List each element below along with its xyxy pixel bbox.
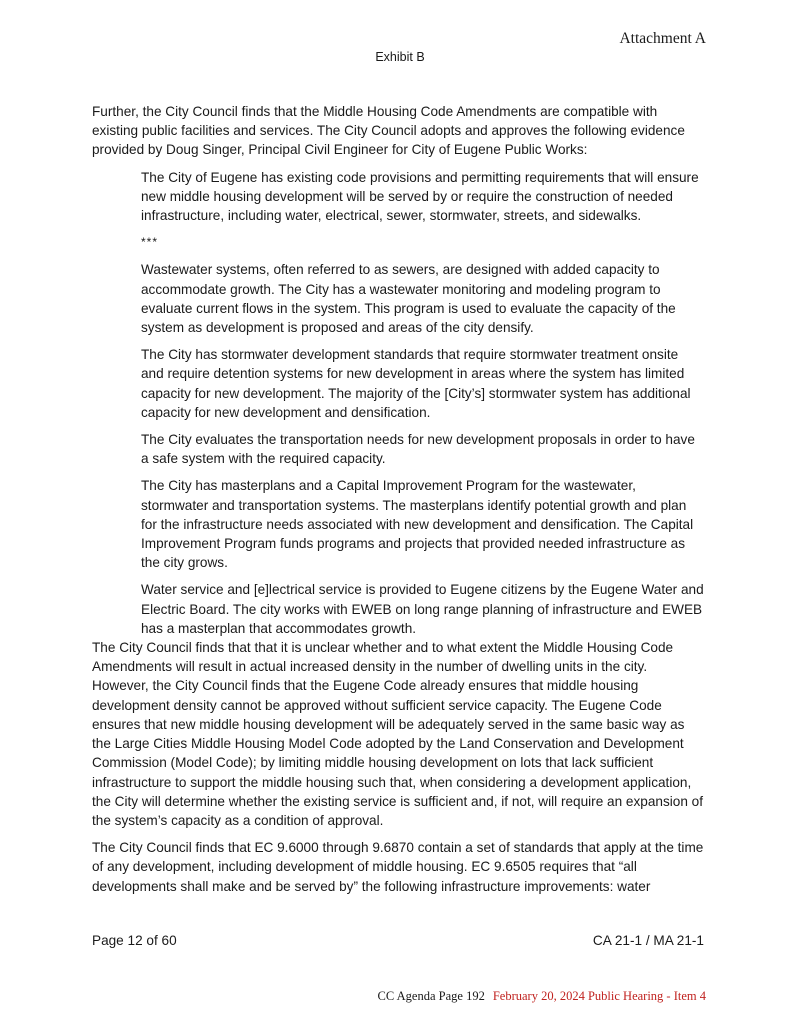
standards-paragraph: The City Council finds that EC 9.6000 through 9.6870 contain a set of standards that apply at the time of any development, including development of middle housing. EC 9.6505 requires that “all developments shall make and be served by” the following infrastructure improvements: water [92, 840, 704, 894]
findings-paragraph: The City Council finds that that it is unclear whether and to what extent the Middle Housing Code Amendments will result in actual increased density in the number of dwelling units in the city. However, the City Council finds that the Eugene Code already ensures that middle housing development density cannot be approved without sufficient service capacity. The Eugene Code ensures that new middle housing development will be adequately served in the same basic way as the Large Cities Middle Housing Model Code adopted by the Land Conservation and Development Commission (Model Code); by limiting middle housing development on lots that lack sufficient infrastructure to support the middle housing such that, when considering a development application, the City will determine whether the existing service is sufficient and, if not, will require an expansion of the system’s capacity as a condition of approval. [92, 640, 704, 828]
hearing-label: February 20, 2024 Public Hearing - Item 4 [492, 989, 706, 1003]
block-quote [141, 168, 704, 638]
page-number: Page 12 of 60 [92, 933, 177, 948]
quote-paragraph-6: Water service and [e]lectrical service is provided to Eugene citizens by the Eugene Water and Electric Board. The city works with EWEB on long range planning of infrastructure and EWEB has a masterplan that accommodates growth. [141, 582, 704, 636]
document-body [92, 102, 704, 904]
quote-paragraph-1: The City of Eugene has existing code provisions and permitting requirements that will ensure new middle housing development will be served by or require the construction of needed infrastructure, including water, electrical, sewer, stormwater, streets, and sidewalks. [141, 169, 699, 224]
quote-paragraph-3: The City has stormwater development standards that require stormwater treatment onsite and require detention systems for new development in areas where the system has limited capacity for new development. The majority of the [City’s] stormwater system has additional capacity for new development and densification. [141, 347, 691, 420]
quote-ellipsis: *** [141, 235, 159, 250]
quote-paragraph-5: The City has masterplans and a Capital Improvement Program for the wastewater, stormwater and transportation systems. The masterplans identify potential growth and plan for the infrastructure needs associated with new development and densification. The Capital Improvement Program funds programs and projects that provided needed infrastructure as the city grows. [141, 478, 694, 571]
quote-paragraph-4: The City evaluates the transportation needs for new development proposals in order to have a safe system with the required capacity. [141, 432, 695, 467]
exhibit-label: Exhibit B [375, 50, 425, 64]
attachment-label: Attachment A [619, 30, 706, 47]
agenda-page: CC Agenda Page 192 [377, 989, 485, 1003]
agenda-footer [378, 989, 706, 1004]
case-number: CA 21-1 / MA 21-1 [592, 933, 704, 948]
quote-paragraph-2: Wastewater systems, often referred to as sewers, are designed with added capacity to accommodate growth. The City has a wastewater monitoring and modeling program to evaluate current flows in the system. This program is used to evaluate the capacity of the system as development is proposed and areas of the city densify. [141, 262, 676, 336]
intro-paragraph: Further, the City Council finds that the Middle Housing Code Amendments are compatible with existing public facilities and services. The City Council adopts and approves the following evidence provided by Doug Singer, Principal Civil Engineer for City of Eugene Public Works: [92, 104, 685, 158]
